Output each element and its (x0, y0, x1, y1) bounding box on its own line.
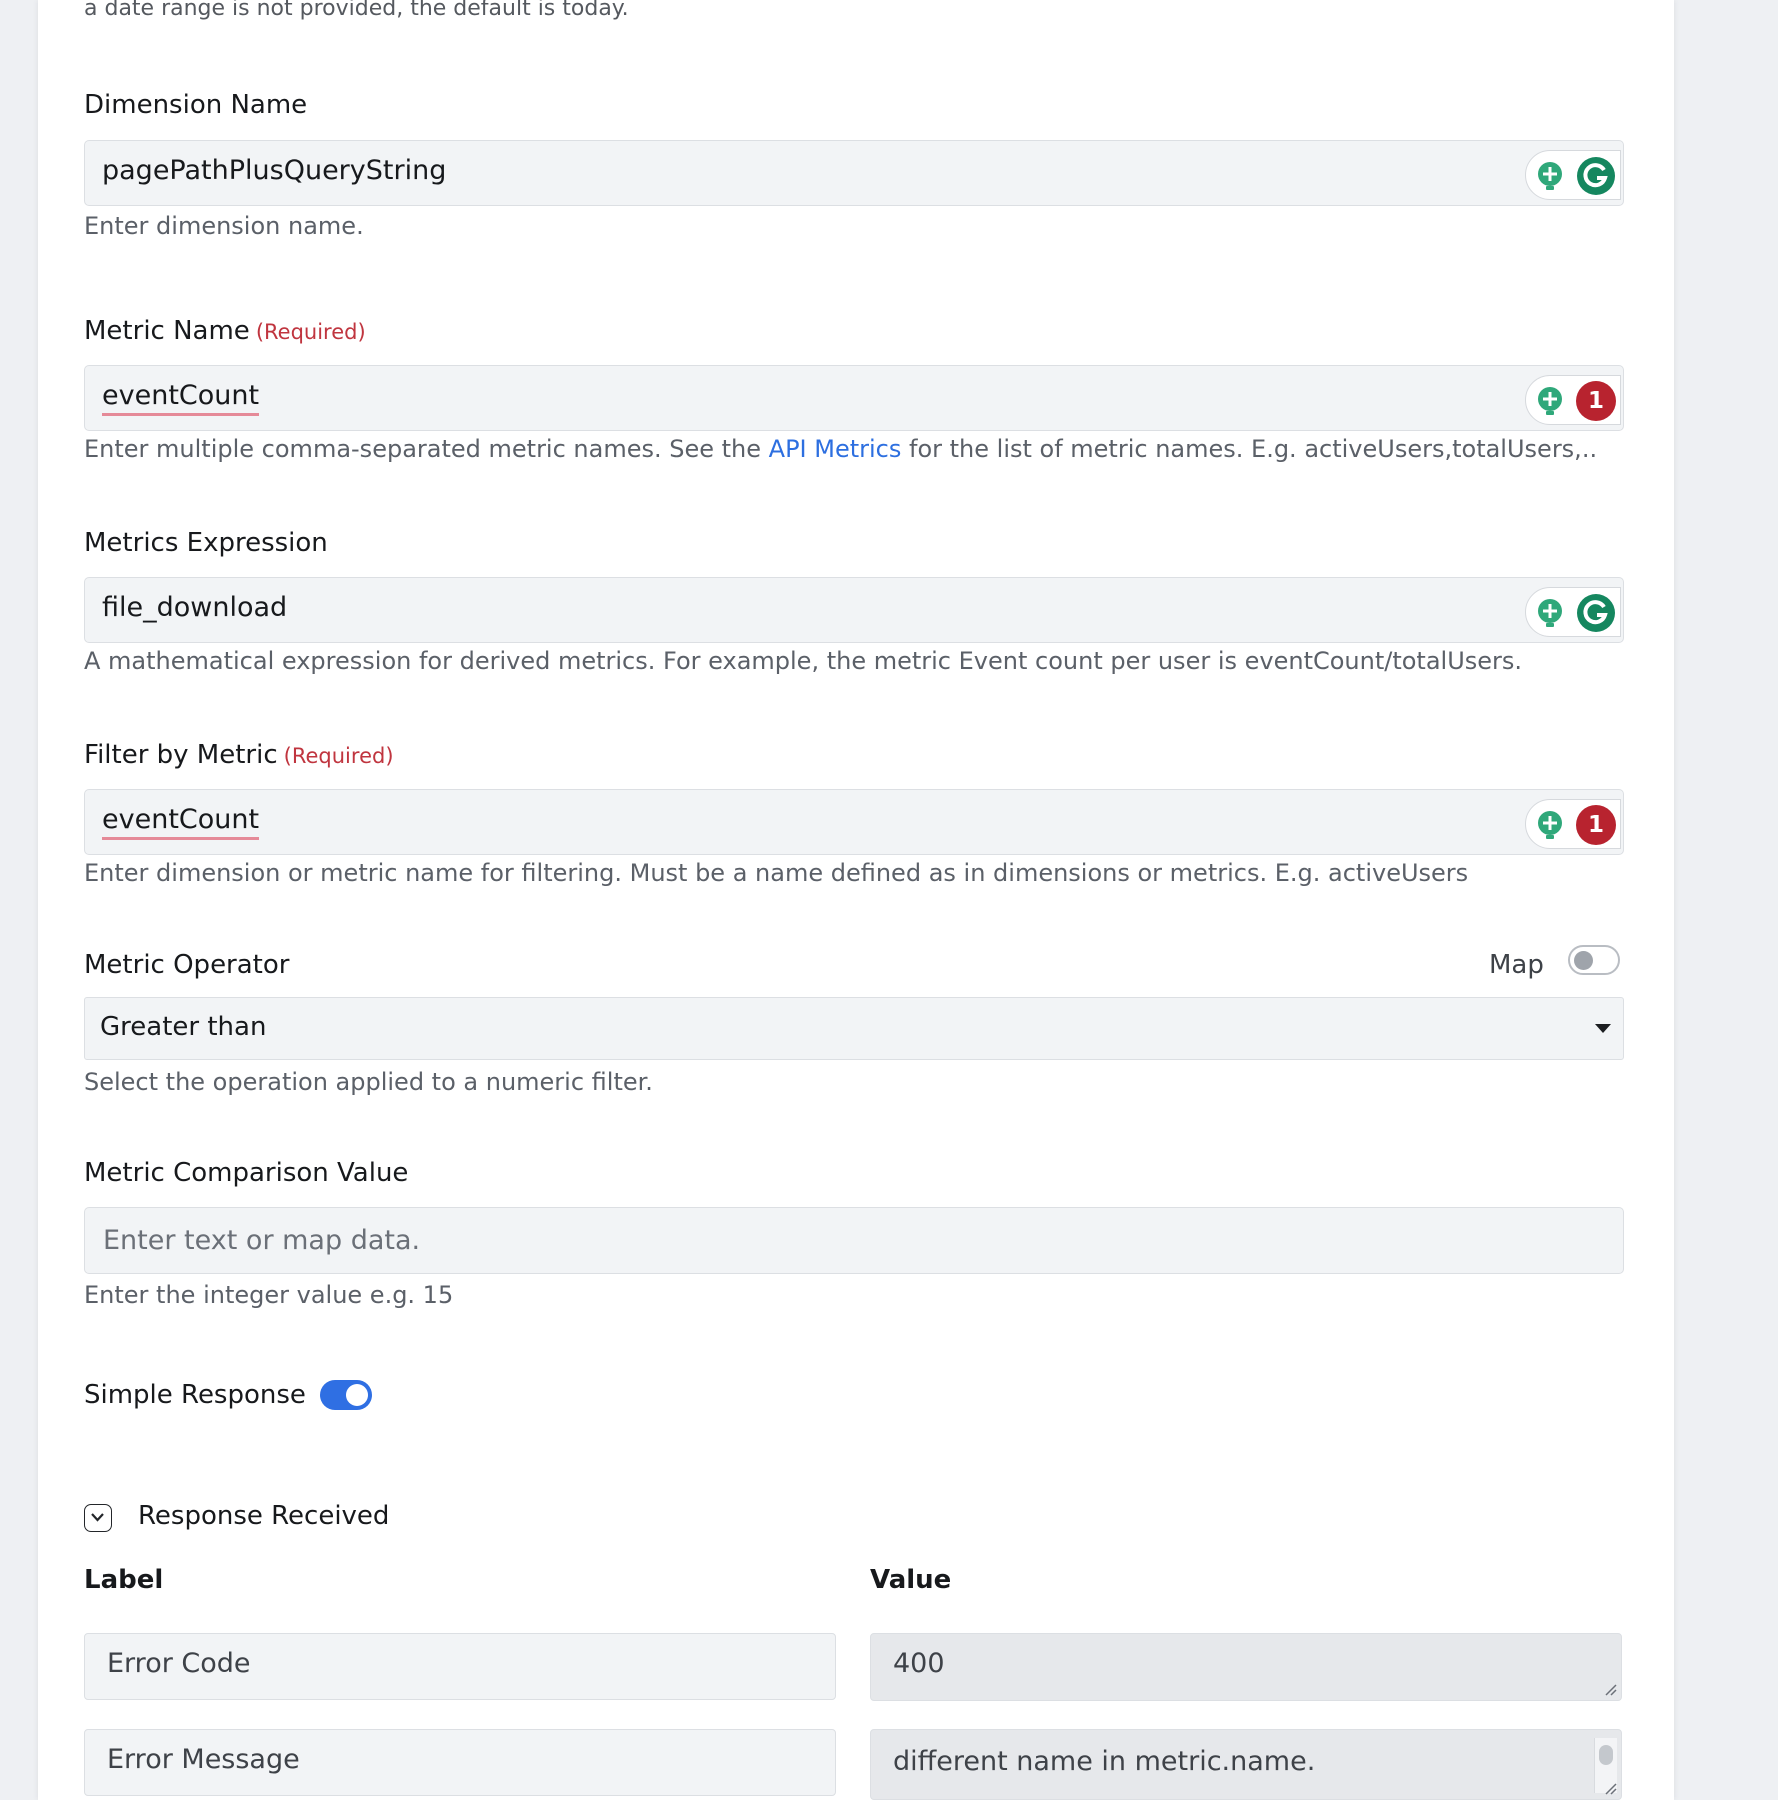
form-panel (38, 0, 1674, 1800)
required-marker: (Required) (255, 320, 366, 344)
api-metrics-link[interactable]: API Metrics (768, 435, 902, 463)
simple-response-label: Simple Response (84, 1380, 306, 1410)
metric-operator-label: Metric Operator (84, 950, 290, 980)
metric-name-label (84, 316, 366, 346)
filter-by-metric-help: Enter dimension or metric name for filtering. Must be a name defined as in dimensions or metrics. E.g. activeUsers (84, 859, 1469, 887)
response-row-value (870, 1729, 1622, 1800)
value-column-header: Value (870, 1565, 952, 1595)
issue-count-badge[interactable] (1576, 381, 1616, 421)
metric-name-label-text: Metric Name (84, 316, 250, 346)
row-label-text: Error Message (107, 1744, 300, 1775)
row-value-text: 400 (893, 1648, 945, 1679)
metric-help-text: Enter multiple comma-separated metric names. See the (84, 435, 769, 463)
metric-help-text-after: for the list of metric names. E.g. activeUsers,totalUsers,.. (901, 435, 1598, 463)
grammarly-widget[interactable] (1525, 587, 1621, 637)
metrics-expression-help: A mathematical expression for derived metrics. For example, the metric Event count per user is eventCount/totalUsers. (84, 647, 1523, 675)
filter-by-metric-label-text: Filter by Metric (84, 740, 278, 770)
metric-name-help (84, 435, 1597, 463)
simple-response-toggle[interactable] (320, 1380, 372, 1410)
filter-by-metric-label (84, 740, 394, 770)
metric-operator-select[interactable] (84, 997, 1624, 1060)
toggle-knob (346, 1384, 368, 1406)
suggestion-bulb-icon[interactable] (1536, 810, 1568, 842)
suggestion-bulb-icon[interactable] (1536, 386, 1568, 418)
grammarly-widget[interactable] (1525, 375, 1621, 425)
resize-handle-icon[interactable] (1603, 1781, 1617, 1795)
response-row-label[interactable] (84, 1633, 836, 1700)
grammarly-icon[interactable] (1576, 156, 1616, 196)
response-row-label[interactable] (84, 1729, 836, 1796)
filter-by-metric-field[interactable] (84, 789, 1624, 855)
metrics-expression-label: Metrics Expression (84, 528, 328, 558)
collapse-response-button[interactable] (84, 1504, 112, 1532)
row-value-text: different name in metric.name. (893, 1746, 1316, 1777)
row-label-text: Error Code (107, 1648, 251, 1679)
label-column-header: Label (84, 1565, 164, 1595)
metric-comparison-label: Metric Comparison Value (84, 1158, 409, 1188)
suggestion-bulb-icon[interactable] (1536, 598, 1568, 630)
scrollbar-thumb[interactable] (1599, 1745, 1613, 1765)
dimension-name-field[interactable] (84, 140, 1624, 206)
required-marker: (Required) (283, 744, 394, 768)
grammarly-widget[interactable] (1525, 150, 1621, 200)
metrics-expression-field[interactable] (84, 577, 1624, 643)
chevron-down-icon (90, 1511, 105, 1523)
grammarly-widget[interactable] (1525, 799, 1621, 849)
map-toggle[interactable] (1568, 945, 1620, 975)
issue-count: 1 (1587, 812, 1604, 838)
response-row-value (870, 1633, 1622, 1701)
filter-by-metric-value: eventCount (102, 804, 259, 840)
toggle-knob (1574, 951, 1593, 970)
grammarly-icon[interactable] (1576, 593, 1616, 633)
dimension-name-label: Dimension Name (84, 90, 308, 120)
metric-comparison-input[interactable] (84, 1207, 1624, 1274)
metric-comparison-help: Enter the integer value e.g. 15 (84, 1281, 454, 1309)
map-toggle-label: Map (1489, 950, 1544, 980)
suggestion-bulb-icon[interactable] (1536, 161, 1568, 193)
intro-help-text: a date range is not provided, the default is today. (84, 0, 629, 21)
dimension-name-value: pagePathPlusQueryString (102, 155, 447, 186)
metric-operator-help: Select the operation applied to a numeric filter. (84, 1068, 653, 1096)
metrics-expression-value: file_download (102, 592, 288, 623)
dropdown-caret-icon (1595, 1024, 1611, 1033)
dimension-name-help: Enter dimension name. (84, 212, 364, 240)
metric-name-field[interactable] (84, 365, 1624, 431)
metric-name-value: eventCount (102, 380, 259, 416)
metric-operator-selected: Greater than (100, 1012, 267, 1042)
resize-handle-icon[interactable] (1603, 1682, 1617, 1696)
response-received-title: Response Received (138, 1501, 390, 1531)
issue-count-badge[interactable] (1576, 805, 1616, 845)
issue-count: 1 (1587, 388, 1604, 414)
